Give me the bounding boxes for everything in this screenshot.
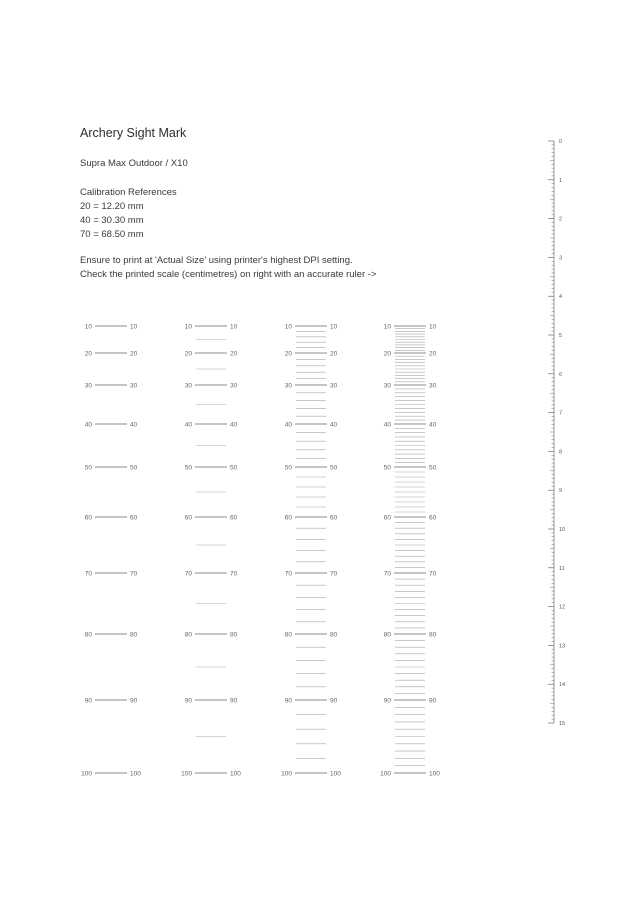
tape-3-label-left-30: 30 bbox=[284, 382, 292, 390]
tape-2-label-right-10: 10 bbox=[230, 323, 238, 331]
tape-1-label-left-90: 90 bbox=[84, 697, 92, 705]
ruler-label-6: 6 bbox=[559, 371, 563, 378]
tape-3-label-right-30: 30 bbox=[330, 382, 338, 390]
tape-1-label-left-100: 100 bbox=[81, 770, 92, 778]
tape-3-label-right-100: 100 bbox=[330, 770, 341, 778]
tape-1-label-left-10: 10 bbox=[84, 323, 92, 331]
tape-4-label-right-80: 80 bbox=[429, 631, 437, 639]
ruler-label-11: 11 bbox=[559, 565, 565, 572]
tape-2-label-right-40: 40 bbox=[230, 421, 238, 429]
ruler-label-10: 10 bbox=[559, 527, 566, 533]
ruler-label-4: 4 bbox=[559, 294, 563, 301]
tape-1-label-right-50: 50 bbox=[130, 464, 138, 472]
tape-1-label-left-50: 50 bbox=[84, 464, 92, 472]
tape-4-label-right-30: 30 bbox=[429, 382, 437, 390]
tape-1-label-right-40: 40 bbox=[130, 421, 138, 429]
instruction-line-print: Ensure to print at 'Actual Size' using printer's highest DPI setting. bbox=[80, 255, 353, 266]
ruler-label-7: 7 bbox=[559, 410, 563, 417]
tape-4-label-right-60: 60 bbox=[429, 514, 437, 522]
tape-3-label-right-90: 90 bbox=[330, 697, 338, 705]
tape-4-label-left-100: 100 bbox=[380, 770, 391, 778]
calibration-ref-40: 40 = 30.30 mm bbox=[80, 215, 144, 226]
tape-4-label-left-30: 30 bbox=[383, 382, 391, 390]
tape-3-label-right-60: 60 bbox=[330, 514, 338, 522]
tape-2-label-left-50: 50 bbox=[184, 464, 192, 472]
instruction-line-ruler: Check the printed scale (centimetres) on right with an accurate ruler -> bbox=[80, 268, 377, 280]
tape-1-label-right-60: 60 bbox=[130, 514, 138, 522]
tape-2-label-right-50: 50 bbox=[230, 464, 238, 472]
tape-3-label-left-60: 60 bbox=[284, 514, 292, 522]
bow-setup-subtitle: Supra Max Outdoor / X10 bbox=[80, 158, 188, 169]
page-title: Archery Sight Mark bbox=[80, 126, 187, 140]
tape-1-label-right-70: 70 bbox=[130, 570, 138, 578]
tape-3-label-left-70: 70 bbox=[284, 570, 292, 578]
tape-3-label-right-80: 80 bbox=[330, 631, 338, 639]
tape-2-label-right-70: 70 bbox=[230, 570, 238, 578]
tape-4-label-left-60: 60 bbox=[383, 514, 391, 522]
tape-3-label-right-40: 40 bbox=[330, 421, 338, 429]
ruler-label-13: 13 bbox=[559, 643, 566, 650]
tape-4-label-right-100: 100 bbox=[429, 770, 440, 778]
tape-2-label-right-80: 80 bbox=[230, 631, 238, 639]
tape-2-label-left-20: 20 bbox=[184, 350, 192, 358]
tape-4-label-left-10: 10 bbox=[383, 323, 391, 331]
tape-2-label-left-10: 10 bbox=[184, 323, 192, 331]
tape-1-label-right-10: 10 bbox=[130, 323, 138, 331]
tape-1-label-right-80: 80 bbox=[130, 631, 138, 639]
tape-2-label-right-20: 20 bbox=[230, 350, 238, 358]
tape-1-label-right-30: 30 bbox=[130, 382, 138, 390]
tape-3-label-left-80: 80 bbox=[284, 631, 292, 639]
tape-2-label-left-30: 30 bbox=[184, 382, 192, 390]
tape-3-label-right-20: 20 bbox=[330, 350, 338, 358]
tape-4-label-left-80: 80 bbox=[383, 631, 391, 639]
tape-2-label-left-80: 80 bbox=[184, 631, 192, 639]
tape-2-label-right-30: 30 bbox=[230, 382, 238, 390]
tape-3-label-right-50: 50 bbox=[330, 464, 338, 472]
ruler-label-14: 14 bbox=[559, 682, 566, 689]
ruler-label-9: 9 bbox=[559, 488, 563, 495]
tape-4-label-right-90: 90 bbox=[429, 697, 437, 705]
tape-2-label-left-60: 60 bbox=[184, 514, 192, 522]
tape-3-label-left-100: 100 bbox=[281, 770, 292, 778]
tape-4-label-left-50: 50 bbox=[383, 464, 391, 472]
tape-1-label-left-30: 30 bbox=[84, 382, 92, 390]
ruler-label-1: 1 bbox=[559, 177, 563, 184]
tape-2-label-right-90: 90 bbox=[230, 697, 238, 705]
ruler-label-3: 3 bbox=[559, 255, 563, 262]
tape-1-label-left-20: 20 bbox=[84, 350, 92, 358]
tape-1-label-right-90: 90 bbox=[130, 697, 138, 705]
calibration-ref-20: 20 = 12.20 mm bbox=[80, 201, 144, 212]
tape-4-label-right-20: 20 bbox=[429, 350, 437, 358]
tape-4-label-right-40: 40 bbox=[429, 421, 437, 429]
tape-3-label-right-70: 70 bbox=[330, 570, 338, 578]
tape-4-label-right-70: 70 bbox=[429, 570, 437, 578]
ruler-label-5: 5 bbox=[559, 333, 563, 339]
tape-3-label-right-10: 10 bbox=[330, 323, 338, 331]
tape-4-label-left-40: 40 bbox=[383, 421, 391, 429]
ruler-label-12: 12 bbox=[559, 604, 566, 611]
tape-3-label-left-50: 50 bbox=[284, 464, 292, 472]
ruler-label-0: 0 bbox=[559, 139, 563, 145]
tape-3-label-left-40: 40 bbox=[284, 421, 292, 429]
tape-1-label-left-60: 60 bbox=[84, 514, 92, 522]
tape-3-label-left-90: 90 bbox=[284, 697, 292, 705]
tape-1-label-left-70: 70 bbox=[84, 570, 92, 578]
calibration-heading: Calibration References bbox=[80, 187, 177, 198]
ruler-label-2: 2 bbox=[559, 216, 563, 223]
ruler-label-15: 15 bbox=[559, 721, 566, 727]
tape-2-label-right-100: 100 bbox=[230, 770, 241, 778]
calibration-ref-70: 70 = 68.50 mm bbox=[80, 229, 144, 240]
tape-1-label-right-100: 100 bbox=[130, 770, 141, 778]
tape-1-label-left-40: 40 bbox=[84, 421, 92, 429]
tape-1-label-left-80: 80 bbox=[84, 631, 92, 639]
tape-4-label-left-70: 70 bbox=[383, 570, 391, 578]
tape-4-label-right-10: 10 bbox=[429, 323, 437, 331]
tape-4-label-right-50: 50 bbox=[429, 464, 437, 472]
tape-2-label-right-60: 60 bbox=[230, 514, 238, 522]
tape-3-label-left-20: 20 bbox=[284, 350, 292, 358]
tape-1-label-right-20: 20 bbox=[130, 350, 138, 358]
tape-2-label-left-90: 90 bbox=[184, 697, 192, 705]
tape-3-label-left-10: 10 bbox=[284, 323, 292, 331]
tape-2-label-left-40: 40 bbox=[184, 421, 192, 429]
ruler-label-8: 8 bbox=[559, 449, 563, 456]
tape-4-label-left-20: 20 bbox=[383, 350, 391, 358]
tape-2-label-left-70: 70 bbox=[184, 570, 192, 578]
tape-2-label-left-100: 100 bbox=[181, 770, 192, 778]
tape-4-label-left-90: 90 bbox=[383, 697, 391, 705]
